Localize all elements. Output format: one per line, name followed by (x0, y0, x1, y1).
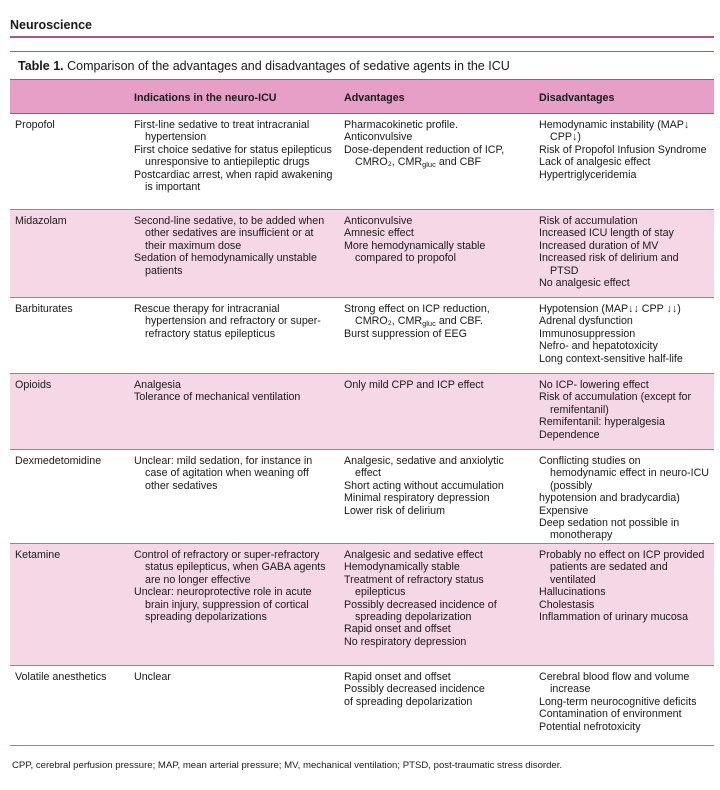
disadvantages-item: Remifentanil: hyperalgesia (539, 416, 665, 429)
cell-agent: Volatile anesthetics (15, 671, 107, 683)
cell-indications (129, 544, 339, 666)
cell-agent: Propofol (15, 119, 55, 131)
cell-indications (129, 114, 339, 210)
disadvantages-item: Probably no effect on ICP provided patients are sedated and ventilated (539, 549, 705, 586)
advantages-item: Strong effect on ICP reduction, CMRO₂, $CMR_{gluc}$ and CBF. (344, 303, 490, 329)
advantages-item: Lower risk of delirium (344, 504, 445, 517)
disadvantages-item: No analgesic effect (539, 277, 630, 290)
advantages-item: Amnesic effect (344, 227, 414, 240)
disadvantages-item: Expensive (539, 504, 589, 517)
cell-advantages (339, 666, 534, 746)
advantages-item: Dose-dependent reduction of ICP, CMRO₂, $CMR_{gluc}$ and CBF (344, 143, 505, 170)
cell-disadvantages (534, 374, 714, 450)
advantages-item: Burst suppression of EEG (344, 327, 467, 340)
advantages-item: Possibly decreased incidence (344, 683, 485, 696)
advantages-item: Anticonvulsive (344, 131, 413, 144)
cell-agent: Dexmedetomidine (15, 455, 102, 467)
advantages-item: Analgesic, sedative and anxiolytic effect (344, 455, 504, 480)
indications-item: Analgesia (134, 379, 181, 391)
advantages-item: Treatment of refractory status epilepticus (344, 573, 484, 599)
table-caption-label: Table 1. (18, 59, 64, 73)
disadvantages-item: Hemodynamic instability (MAP↓ CPP↓) (539, 119, 690, 144)
cell-advantages (339, 544, 534, 666)
header-cell-agent (10, 80, 129, 114)
header-rule (10, 36, 714, 38)
cell-indications (129, 450, 339, 544)
disadvantages-item: Cerebral blood flow and volume increase (539, 671, 690, 696)
disadvantages-item: Dependence (539, 428, 600, 441)
indications-item: Control of refractory or super-refractory status epilepticus, when GABA agents are no longer effective (134, 549, 326, 586)
table-header-row (10, 80, 714, 114)
disadvantages-item: Risk of Propofol Infusion Syndrome (539, 143, 707, 156)
cell-disadvantages (534, 114, 714, 210)
disadvantages-item: Conflicting studies on hemodynamic effect in neuro-ICU (possibly (539, 455, 710, 492)
indications-item: Unclear: mild sedation, for instance in case of agitation when weaning off other sedatives (134, 455, 313, 492)
disadvantages-item: Long context-sensitive half-life (539, 352, 683, 365)
advantages-item: Anticonvulsive (344, 215, 413, 227)
sedatives-comparison-table (10, 79, 714, 746)
cell-indications (129, 666, 339, 746)
cell-agent: Opioids (15, 379, 52, 391)
disadvantages-item: Cholestasis (539, 598, 595, 611)
indications-item: First-line sedative to treat intracranial hypertension (134, 119, 310, 144)
cell-advantages (339, 210, 534, 298)
disadvantages-item: Long-term neurocognitive deficits (539, 695, 697, 708)
advantages-item: Rapid onset and offset (344, 671, 451, 683)
advantages-item: Minimal respiratory depression (344, 492, 490, 505)
disadvantages-item: Risk of accumulation (539, 215, 638, 227)
table-footnote: CPP, cerebral perfusion pressure; MAP, mean arterial pressure; MV, mechanical ventilation; PTSD, post-traumatic stress disorder. (12, 760, 563, 771)
table-caption (18, 59, 510, 73)
disadvantages-item: Nefro- and hepatotoxicity (539, 340, 658, 353)
cell-disadvantages (534, 298, 714, 374)
disadvantages-item: Risk of accumulation (except for remifentanil) (539, 391, 692, 416)
table-row (10, 544, 714, 666)
indications-item: Unclear: neuroprotective role in acute brain injury, suppression of cortical spreading depolarizations (134, 586, 312, 624)
table-row (10, 666, 714, 746)
advantages-item: Only mild CPP and ICP effect (344, 379, 484, 391)
cell-agent: Midazolam (15, 215, 67, 227)
disadvantages-item: Increased ICU length of stay (539, 227, 674, 240)
table-row (10, 210, 714, 298)
advantages-item: Short acting without accumulation (344, 479, 504, 492)
cell-advantages (339, 374, 534, 450)
advantages-item: of spreading depolarization (344, 695, 473, 708)
indications-item: Rescue therapy for intracranial hypertension and refractory or super-refractory status epilepticus (134, 303, 321, 340)
cell-advantages (339, 298, 534, 374)
indications-item: Second-line sedative, to be added when other sedatives are insufficient or at their maximum dose (134, 215, 325, 252)
cell-disadvantages (534, 450, 714, 544)
indications-item: Unclear (134, 671, 171, 683)
cell-disadvantages (534, 666, 714, 746)
disadvantages-item: No ICP- lowering effect (539, 379, 649, 391)
disadvantages-item: Contamination of environment (539, 708, 682, 721)
advantages-item: Pharmacokinetic profile. (344, 119, 459, 131)
cell-indications (129, 374, 339, 450)
disadvantages-item: Hallucinations (539, 586, 606, 599)
advantages-item: No respiratory depression (344, 635, 467, 648)
disadvantages-item: Hypertriglyceridemia (539, 168, 637, 181)
cell-agent: Barbiturates (15, 303, 73, 315)
cell-indications (129, 210, 339, 298)
disadvantages-item: Adrenal dysfunction (539, 315, 633, 328)
journal-section-title: Neuroscience (10, 18, 92, 32)
disadvantages-item: Inflammation of urinary mucosa (539, 611, 689, 624)
cell-disadvantages (534, 210, 714, 298)
advantages-item: Analgesic and sedative effect (344, 549, 483, 561)
table-caption-text: Comparison of the advantages and disadvantages of sedative agents in the ICU (67, 59, 510, 73)
indications-item: First choice sedative for status epilepticus unresponsive to antiepileptic drugs (134, 143, 332, 169)
disadvantages-item: hypotension and bradycardia) (539, 492, 680, 505)
table-row (10, 374, 714, 450)
cell-agent: Ketamine (15, 549, 61, 561)
indications-item: Tolerance of mechanical ventilation (134, 391, 301, 404)
disadvantages-item: Hypotension (MAP↓↓ CPP ↓↓) (539, 303, 681, 315)
disadvantages-item: Lack of analgesic effect (539, 156, 651, 169)
cell-advantages (339, 450, 534, 544)
table-row (10, 298, 714, 374)
header-cell-disadvantages: Disadvantages (534, 80, 714, 114)
cell-indications (129, 298, 339, 374)
advantages-item: Rapid onset and offset (344, 623, 451, 636)
disadvantages-item: Increased risk of delirium and PTSD (539, 252, 679, 277)
indications-item: Postcardiac arrest, when rapid awakening is important (134, 168, 333, 194)
advantages-item: Hemodynamically stable (344, 561, 460, 574)
cell-advantages (339, 114, 534, 210)
indications-item: Sedation of hemodynamically unstable patients (134, 252, 317, 277)
header-cell-advantages: Advantages (339, 80, 534, 114)
table-row (10, 114, 714, 210)
disadvantages-item: Immunosuppression (539, 327, 636, 340)
header-cell-indications: Indications in the neuro-ICU (129, 80, 339, 114)
advantages-item: More hemodynamically stable compared to propofol (344, 239, 486, 265)
cell-disadvantages (534, 544, 714, 666)
disadvantages-item: Increased duration of MV (539, 239, 659, 252)
disadvantages-item: Deep sedation not possible in monotherapy (539, 517, 680, 542)
caption-rule (10, 51, 714, 52)
advantages-item: Possibly decreased incidence of spreading depolarization (344, 598, 497, 624)
disadvantages-item: Potential nefrotoxicity (539, 720, 641, 733)
table-row (10, 450, 714, 544)
